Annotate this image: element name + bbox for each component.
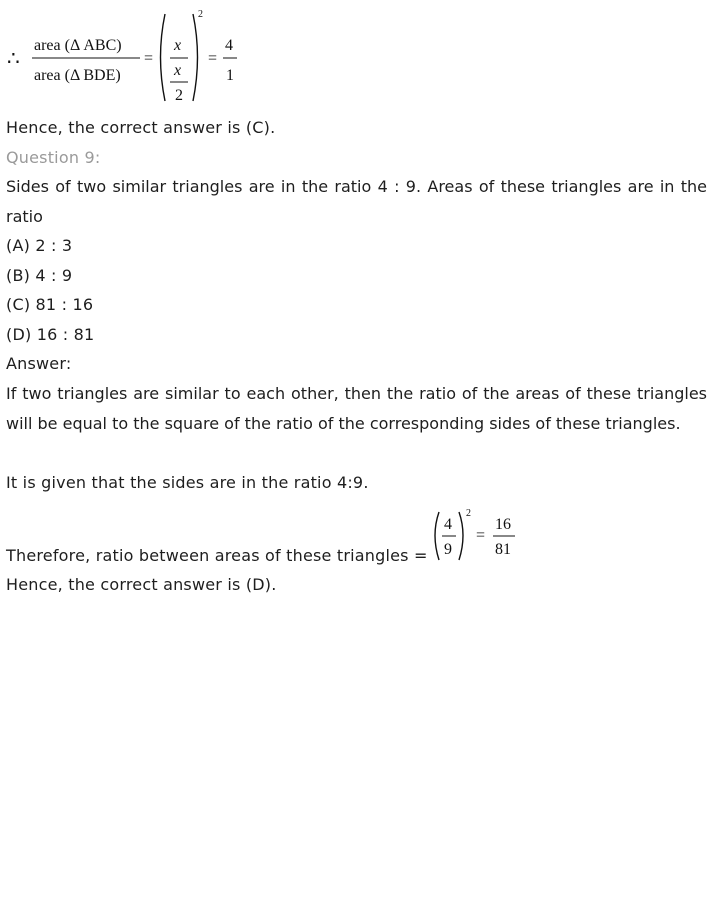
equation-area-ratio-4-9 [428, 506, 528, 566]
x-numerator: x [174, 37, 182, 54]
option-d: (D) 16 : 81 [6, 325, 95, 344]
option-b: (B) 4 : 9 [6, 266, 73, 285]
x-half-numerator: x [174, 62, 182, 79]
question-text: Sides of two similar triangles are in the ratio 4 : 9. Areas of these triangles are in the ratio [6, 177, 707, 226]
base-numerator: 4 [444, 516, 452, 533]
power-2: 2 [466, 508, 471, 519]
equation-area-ratio-abc-bde [0, 0, 260, 112]
equals-sign-1: = [144, 50, 154, 67]
base-denominator: 9 [444, 541, 452, 558]
result-denominator: 81 [495, 541, 511, 558]
x-half-denominator: 2 [175, 87, 183, 104]
right-paren [193, 14, 198, 101]
left-paren [435, 512, 439, 560]
ratio-denominator: area (Δ BDE) [34, 67, 121, 84]
therefore-symbol: ∴ [7, 48, 20, 70]
left-paren [161, 14, 166, 101]
ratio-numerator: area (Δ ABC) [34, 37, 122, 54]
previous-answer-conclusion: Hence, the correct answer is (C). [6, 118, 276, 137]
equals-sign-2: = [208, 50, 218, 67]
option-c: (C) 81 : 16 [6, 295, 94, 314]
option-a: (A) 2 : 3 [6, 236, 73, 255]
therefore-area-ratio-text: Therefore, ratio between areas of these triangles = [6, 546, 428, 565]
result-denominator: 1 [226, 67, 234, 84]
result-numerator: 16 [495, 516, 511, 533]
final-answer-conclusion: Hence, the correct answer is (D). [6, 575, 277, 594]
question-title: Question 9: [6, 148, 101, 167]
right-paren [459, 512, 463, 560]
result-numerator: 4 [225, 37, 233, 54]
answer-explanation: If two triangles are similar to each other, then the ratio of the areas of these triangles will be equal to the square of the ratio of the corresponding sides of these triangles. [6, 384, 707, 433]
answer-label: Answer: [6, 354, 72, 373]
equals-sign: = [476, 527, 486, 544]
power-2: 2 [198, 9, 203, 20]
given-ratio-text: It is given that the sides are in the ratio 4:9. [6, 473, 369, 492]
